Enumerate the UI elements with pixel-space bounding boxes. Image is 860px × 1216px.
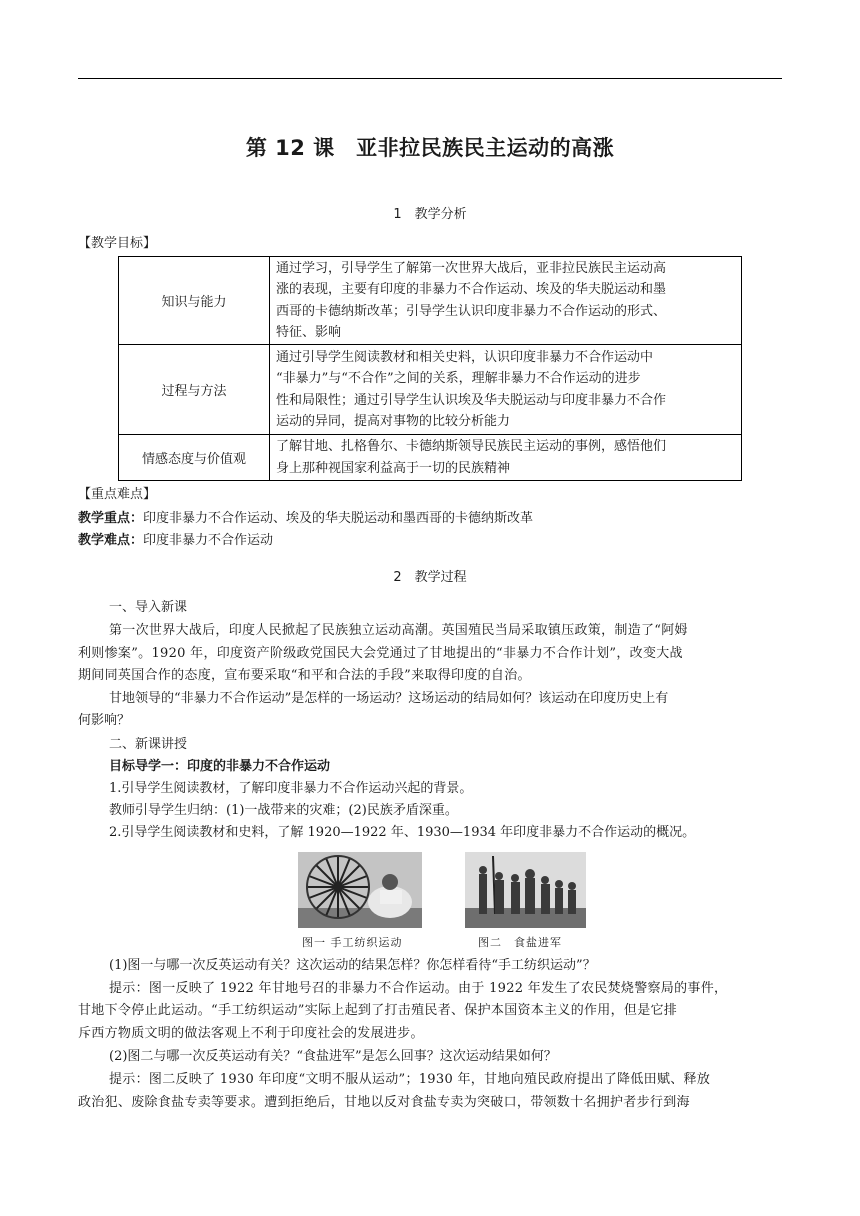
answer-1-line: 斥西方物质文明的做法客观上不利于印度社会的发展进步。 bbox=[78, 1026, 424, 1041]
section-heading-process: 2 教学过程 bbox=[393, 570, 467, 585]
goal-text-line: 西哥的卡德纳斯改革；引导学生认识印度非暴力不合作运动的形式、 bbox=[276, 303, 667, 319]
goal-row bbox=[119, 435, 742, 481]
header-rule bbox=[78, 78, 782, 79]
key-difficulty bbox=[78, 530, 782, 551]
goal-text-line: “非暴力”与“不合作”之间的关系，理解非暴力不合作运动的进步 bbox=[276, 371, 641, 386]
answer-1-line: 提示：图一反映了 1922 年甘地号召的非暴力不合作运动。由于 1922 年发生了农民焚烧警察局的事件， bbox=[109, 981, 728, 996]
intro-question-line: 甘地领导的“非暴力不合作运动”是怎样的一场运动？这场运动的结局如何？该运动在印度历史上有 bbox=[109, 691, 669, 706]
goal-text-line: 运动的异同，提高对事物的比较分析能力 bbox=[276, 414, 511, 429]
goal-text bbox=[270, 345, 742, 435]
goal-label: 过程与方法 bbox=[119, 345, 270, 435]
section-heading-analysis: 1 教学分析 bbox=[393, 207, 467, 222]
intro-question-line: 何影响？ bbox=[78, 713, 131, 728]
goal-row bbox=[119, 345, 742, 435]
goal-text-line: 了解甘地、扎格鲁尔、卡德纳斯领导民族民主运动的事例，感悟他们 bbox=[276, 439, 667, 454]
goal-label: 情感态度与价值观 bbox=[119, 435, 270, 481]
step-1-summary: 教师引导学生归纳：(1)一战带来的灾难；(2)民族矛盾深重。 bbox=[109, 803, 458, 818]
key-difficulty-label: 教学难点： bbox=[78, 533, 144, 548]
answer-2-line: 政治犯、废除食盐专卖等要求。遭到拒绝后，甘地以反对食盐专卖为突破口，带领数十名拥护者步行到海 bbox=[78, 1095, 690, 1110]
goal-text-line: 通过引导学生阅读教材和相关史料，认识印度非暴力不合作运动中 bbox=[276, 349, 654, 365]
key-focus bbox=[78, 508, 782, 529]
keypoints-label: 【重点难点】 bbox=[78, 487, 157, 502]
step-2: 2.引导学生阅读教材和史料，了解 1920—1922 年、1930—1934 年印度非暴力不合作运动的概况。 bbox=[109, 825, 696, 840]
intro-paragraph-line: 第一次世界大战后，印度人民掀起了民族独立运动高潮。英国殖民当局采取镇压政策，制造了“阿姆 bbox=[109, 623, 688, 638]
teaching-goals-table bbox=[118, 256, 742, 481]
key-difficulty-text: 印度非暴力不合作运动 bbox=[143, 533, 274, 548]
goal-text-line: 涨的表现，主要有印度的非暴力不合作运动、埃及的华夫脱运动和墨 bbox=[276, 282, 667, 297]
key-focus-label: 教学重点： bbox=[78, 511, 144, 526]
goal-text-line: 性和局限性；通过引导学生认识埃及华夫脱运动与印度非暴力不合作 bbox=[276, 392, 667, 408]
figure-1-caption: 图一 手工纺织运动 bbox=[302, 936, 403, 949]
salt-march-photo bbox=[465, 852, 586, 928]
goal-text bbox=[270, 435, 742, 481]
new-lesson-heading: 二、新课讲授 bbox=[109, 737, 188, 752]
answer-1-line: 甘地下令停止此运动。“手工纺织运动”实际上起到了打击殖民者、保护本国资本主义的作用，但是它排 bbox=[78, 1003, 678, 1018]
answer-2-line: 提示：图二反映了 1930 年印度“文明不服从运动”；1930 年，甘地向殖民政府提出了降低田赋、释放 bbox=[109, 1072, 711, 1087]
goal-text-line: 身上那种视国家利益高于一切的民族精神 bbox=[276, 460, 511, 476]
figure-2-caption: 图二 食盐进军 bbox=[478, 936, 562, 949]
question-1: (1)图一与哪一次反英运动有关？这次运动的结果怎样？你怎样看待“手工纺织运动”？ bbox=[109, 958, 596, 973]
target-heading: 目标导学一：印度的非暴力不合作运动 bbox=[109, 759, 331, 774]
intro-paragraph-line: 利则惨案”。1920 年，印度资产阶级政党国民大会党通过了甘地提出的“非暴力不合作计划”，改变大战 bbox=[78, 646, 683, 661]
step-1: 1.引导学生阅读教材，了解印度非暴力不合作运动兴起的背景。 bbox=[109, 781, 473, 796]
key-focus-text: 印度非暴力不合作运动、埃及的华夫脱运动和墨西哥的卡德纳斯改革 bbox=[143, 511, 534, 526]
spinning-wheel-photo bbox=[298, 852, 422, 928]
goal-text-line: 特征、影响 bbox=[276, 325, 342, 340]
goals-label: 【教学目标】 bbox=[78, 236, 157, 251]
goal-text bbox=[270, 257, 742, 345]
intro-paragraph-line: 期间同英国合作的态度，宣布要采取“和平和合法的手段”来取得印度的自治。 bbox=[78, 668, 531, 683]
spinning-wheel-image bbox=[298, 852, 422, 928]
intro-heading: 一、导入新课 bbox=[109, 600, 188, 615]
goal-label: 知识与能力 bbox=[119, 257, 270, 345]
page-title: 第 12 课 亚非拉民族民主运动的高涨 bbox=[245, 136, 615, 160]
goal-row bbox=[119, 257, 742, 345]
salt-march-image bbox=[465, 852, 586, 928]
question-2: (2)图二与哪一次反英运动有关？“食盐进军”是怎么回事？这次运动结果如何？ bbox=[109, 1049, 557, 1064]
goal-text-line: 通过学习，引导学生了解第一次世界大战后，亚非拉民族民主运动高 bbox=[276, 260, 667, 276]
